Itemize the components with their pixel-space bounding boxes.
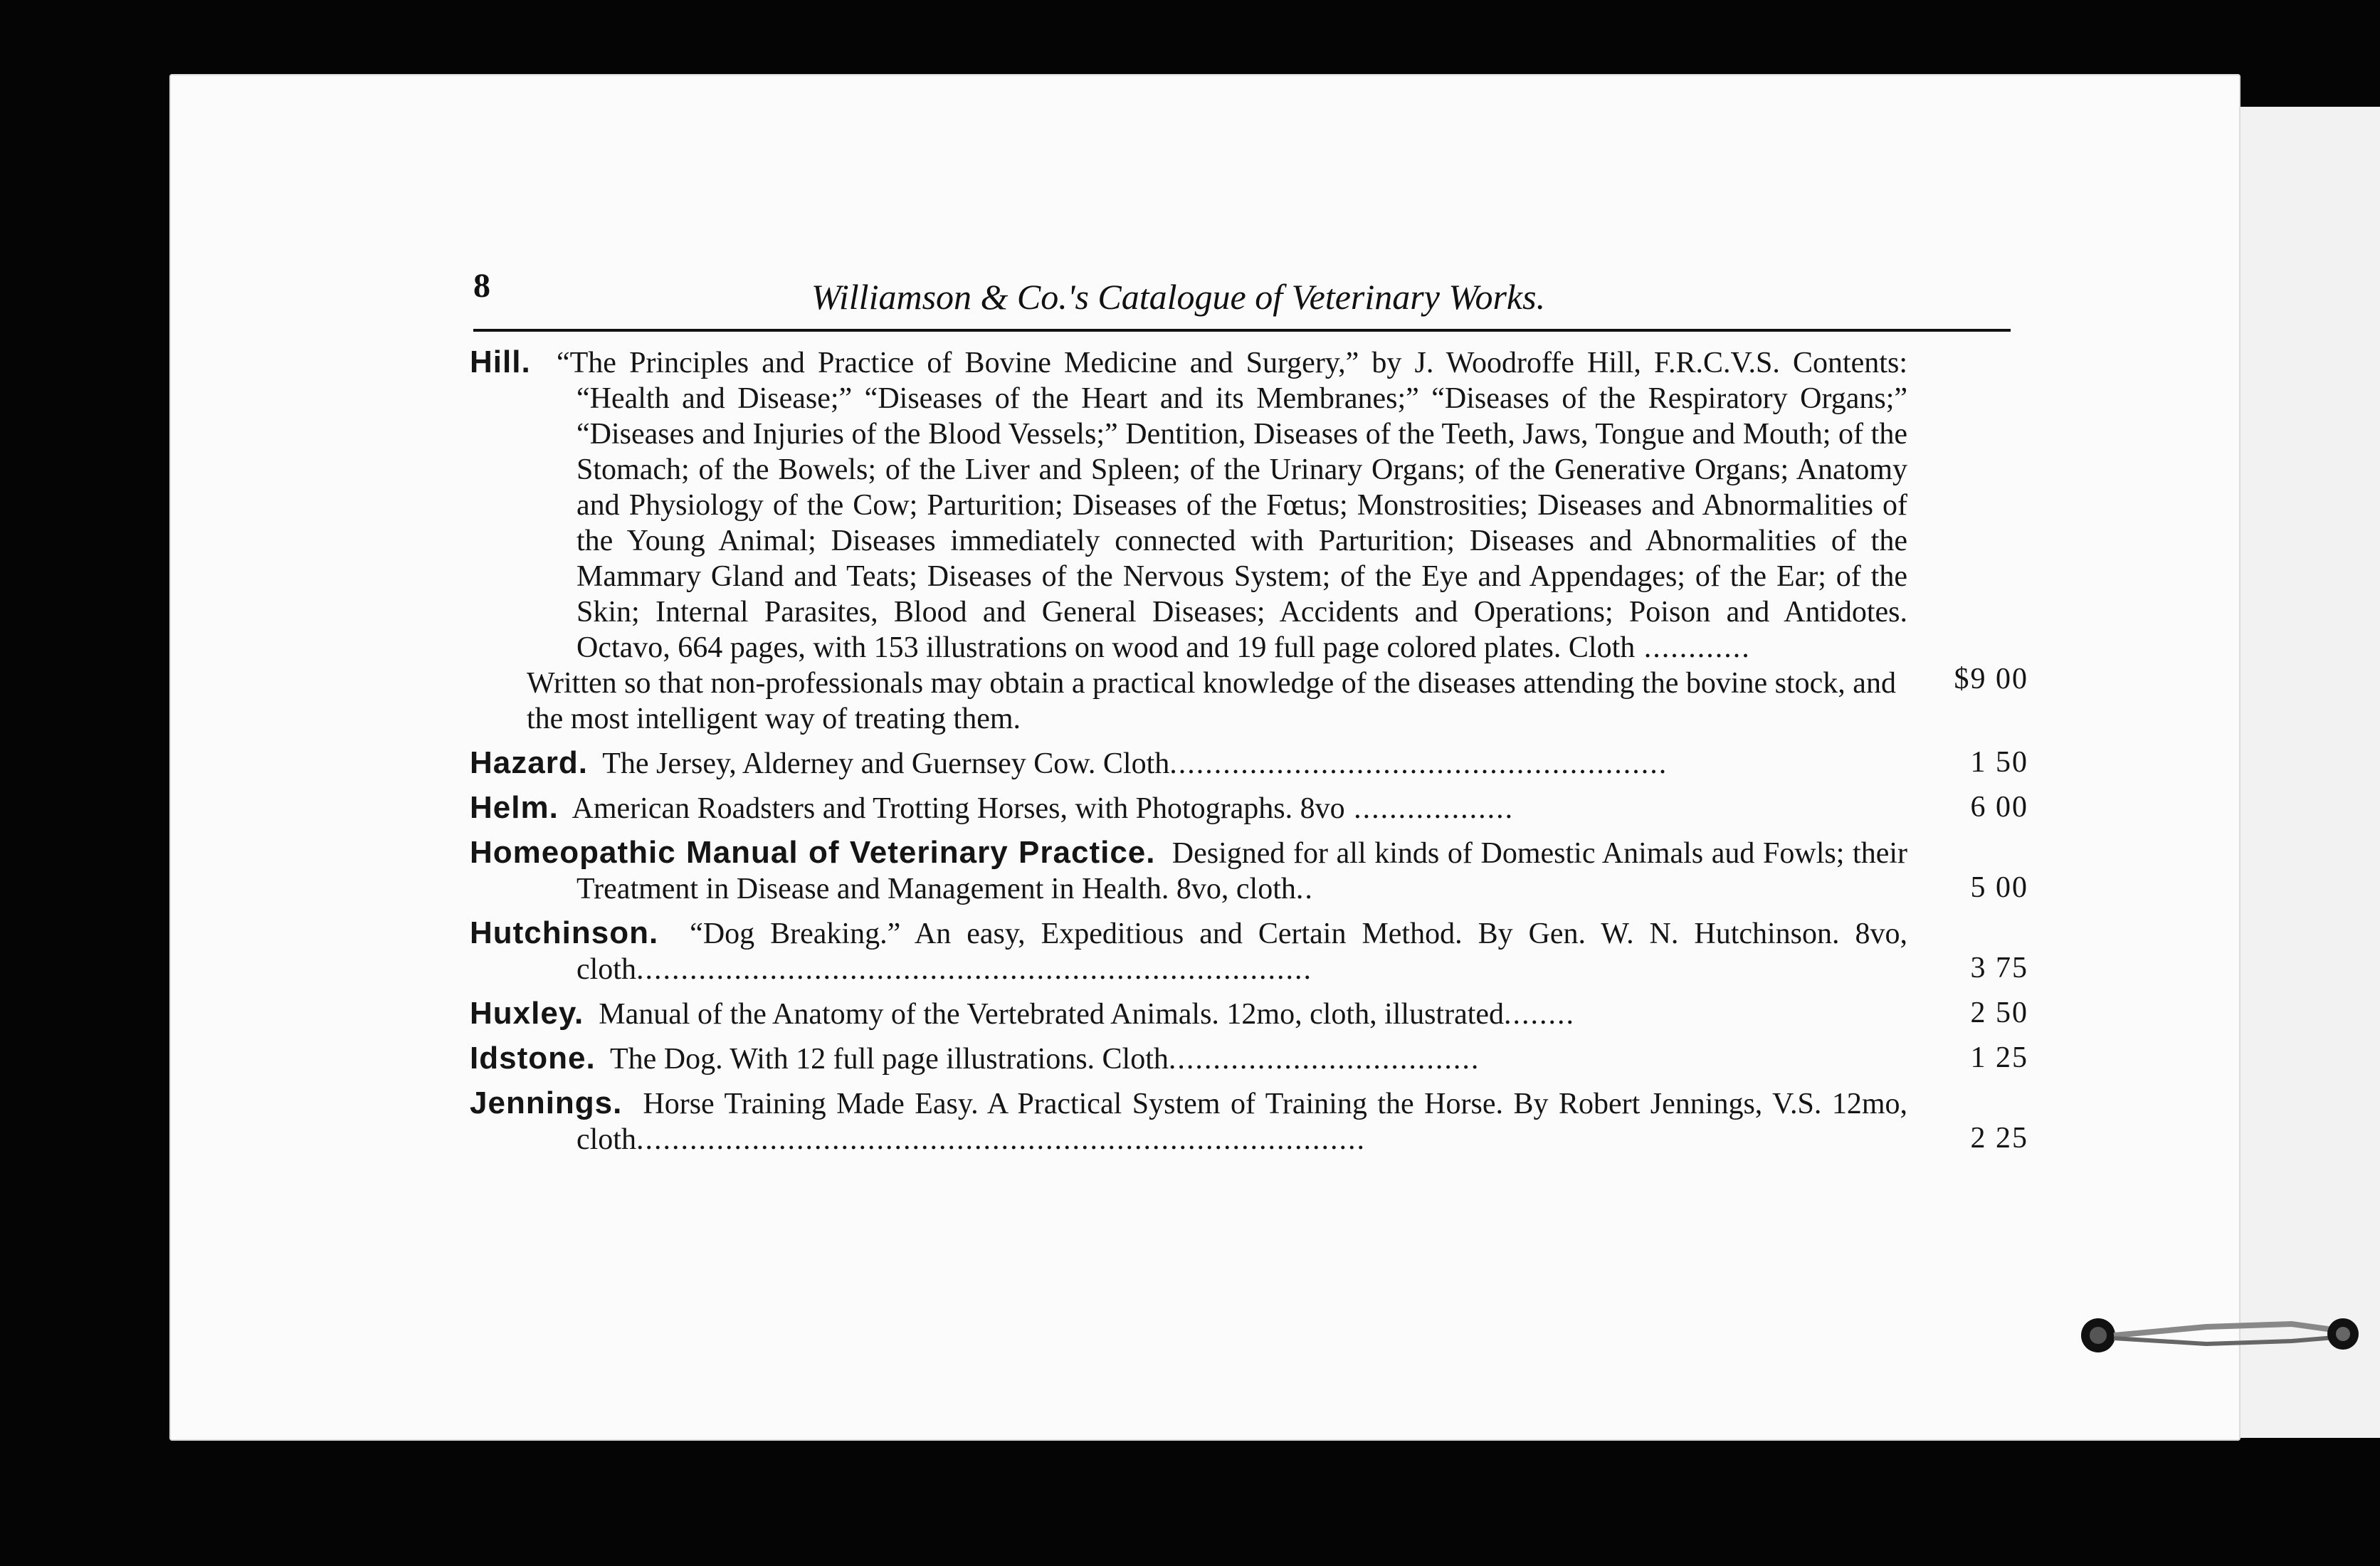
entry-description: Horse Training Made Easy. A Practical System of Training the Horse. By Robert Jennings, V.S. 12mo, cloth <box>576 1088 1907 1156</box>
adjacent-page-edge <box>2241 107 2380 1438</box>
catalogue-entry <box>470 835 2028 907</box>
running-title: Williamson & Co.'s Catalogue of Veterinary Works. <box>811 277 1546 317</box>
catalogue-entry <box>470 996 2028 1032</box>
dot-leader: ........................................................ <box>1169 747 1668 780</box>
catalogue-entry <box>470 745 2028 782</box>
entry-price: 2 50 <box>1970 997 2028 1029</box>
entry-price: 5 00 <box>1970 871 2028 904</box>
entry-description: Designed for all kinds of Domestic Animals aud Fowls; their Treatment in Disease and Management in Health. 8vo, cloth <box>576 837 1908 905</box>
entry-author: Idstone. <box>470 1041 596 1076</box>
entry-author: Homeopathic Manual of Veterinary Practice. <box>470 835 1156 870</box>
entry-description: “Dog Breaking.” An easy, Expeditious and Certain Method. By Gen. W. N. Hutchinson. 8vo, cloth <box>576 918 1908 986</box>
entry-price: 2 25 <box>1970 1122 2028 1155</box>
entry-description: American Roadsters and Trotting Horses, with Photographs. 8vo <box>572 792 1345 825</box>
page-header <box>473 266 2012 323</box>
entry-author: Helm. <box>470 790 559 825</box>
catalogue-entries <box>470 345 2028 1166</box>
entry-author: Hazard. <box>470 745 588 780</box>
dot-leader: ................................... <box>1168 1043 1480 1076</box>
catalogue-entry <box>470 1041 2028 1077</box>
catalogue-entry <box>470 915 2028 987</box>
dot-leader: ........ <box>1504 998 1576 1031</box>
entry-description: The Dog. With 12 full page illustrations. Cloth <box>609 1043 1169 1076</box>
entry-description: “The Principles and Practice of Bovine Medicine and Surgery,” by J. Woodroffe Hill, F.R.C.V.S. Contents: “Health and Disease;” “Diseases of the Heart and its Membranes;” “Diseases of the Respiratory Organs;” “Diseases and Injuries of the Blood Vessels;” Dentition, Diseases of the Teeth, Jaws, Tongue and Mouth; of the Stomach; of the Bowels; of the Liver and Spleen; of the Urinary Organs; of the Generative Organs; Anatomy and Physiology of the Cow; Parturition; Diseases of the Fœtus; Monstrosities; Diseases and Abnormalities of the Young Animal; Diseases immediately connected with Parturition; Diseases and Abnormalities of the Mammary Gland and Teats; Diseases of the Nervous System; of the Eye and Appendages; of the Ear; of the Skin; Internal Parasites, Blood and General Diseases; Accidents and Operations; Poison and Antidotes. Octavo, 664 pages, with 153 illustrations on wood and 19 full page colored plates. Cloth <box>557 347 1907 664</box>
dot-leader: .. <box>1295 873 1314 905</box>
entry-author: Jennings. <box>470 1086 623 1120</box>
entry-price: 1 25 <box>1970 1041 2028 1074</box>
dot-leader: .................................................................................. <box>636 1123 1366 1156</box>
entry-description: Manual of the Anatomy of the Vertebrated Animals. 12mo, cloth, illustrated <box>599 998 1505 1031</box>
entry-price: 3 75 <box>1970 952 2028 984</box>
entry-author: Hill. <box>470 345 531 379</box>
entry-price: 6 00 <box>1970 791 2028 824</box>
dot-leader: ............ <box>1635 631 1751 664</box>
catalogue-entry <box>470 1086 2028 1157</box>
header-rule <box>473 329 2011 332</box>
entry-price: $9 00 <box>1954 663 2028 695</box>
dot-leader: .................. <box>1344 792 1515 825</box>
entry-author: Huxley. <box>470 996 584 1031</box>
book-clasp <box>2078 1315 2363 1355</box>
catalogue-entry <box>470 345 2028 737</box>
dot-leader: ............................................................................ <box>636 953 1312 986</box>
catalogue-entry <box>470 790 2028 826</box>
entry-description: The Jersey, Alderney and Guernsey Cow. Cloth <box>602 747 1170 780</box>
page-number: 8 <box>473 267 490 305</box>
entry-note: Written so that non-professionals may obtain a practical knowledge of the diseases attending the bovine stock, and the most intelligent way of treating them. <box>527 667 1896 735</box>
entry-price: 1 50 <box>1970 746 2028 779</box>
entry-author: Hutchinson. <box>470 915 659 950</box>
